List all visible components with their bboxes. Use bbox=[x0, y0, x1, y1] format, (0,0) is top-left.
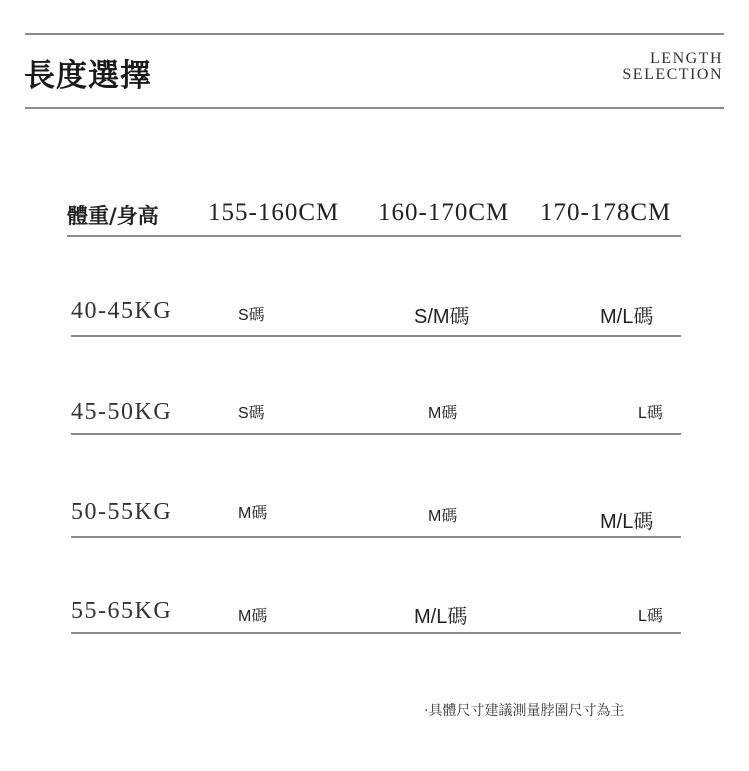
sizing-note: ·具體尺寸建議測量脖圍尺寸為主 bbox=[424, 703, 625, 719]
table-cell: M碼 bbox=[238, 505, 268, 522]
column-header-155-160: 155-160CM bbox=[208, 199, 340, 226]
table-cell: S/M碼 bbox=[414, 306, 470, 328]
table-cell: S碼 bbox=[238, 307, 265, 324]
column-header-160-170: 160-170CM bbox=[378, 199, 510, 226]
page-subtitle bbox=[622, 51, 723, 83]
subtitle-line-2: SELECTION bbox=[622, 66, 723, 83]
column-header-170-178: 170-178CM bbox=[540, 199, 672, 226]
page-title: 長度選擇 bbox=[24, 58, 152, 94]
row-divider bbox=[71, 335, 681, 337]
table-cell: M/L碼 bbox=[600, 511, 654, 533]
table-cell: S碼 bbox=[238, 405, 265, 422]
row-divider bbox=[71, 632, 681, 634]
table-cell: L碼 bbox=[638, 405, 663, 422]
table-cell: M碼 bbox=[238, 608, 268, 625]
table-cell: M碼 bbox=[428, 405, 458, 422]
row-divider bbox=[71, 433, 681, 435]
row-label-50-55: 50-55KG bbox=[71, 499, 173, 525]
table-cell: M碼 bbox=[428, 508, 458, 525]
header-top-rule bbox=[25, 33, 724, 35]
subtitle-line-1: LENGTH bbox=[650, 50, 723, 67]
row-label-45-50: 45-50KG bbox=[71, 399, 173, 425]
row-label-40-45: 40-45KG bbox=[71, 298, 173, 324]
table-cell: M/L碼 bbox=[414, 606, 468, 628]
table-cell: M/L碼 bbox=[600, 306, 654, 328]
header-bottom-rule bbox=[25, 107, 724, 109]
column-header-weight-height: 體重/身高 bbox=[67, 204, 159, 228]
table-cell: L碼 bbox=[638, 608, 663, 625]
table-header-rule bbox=[67, 235, 681, 237]
row-label-55-65: 55-65KG bbox=[71, 598, 173, 624]
row-divider bbox=[71, 536, 681, 538]
